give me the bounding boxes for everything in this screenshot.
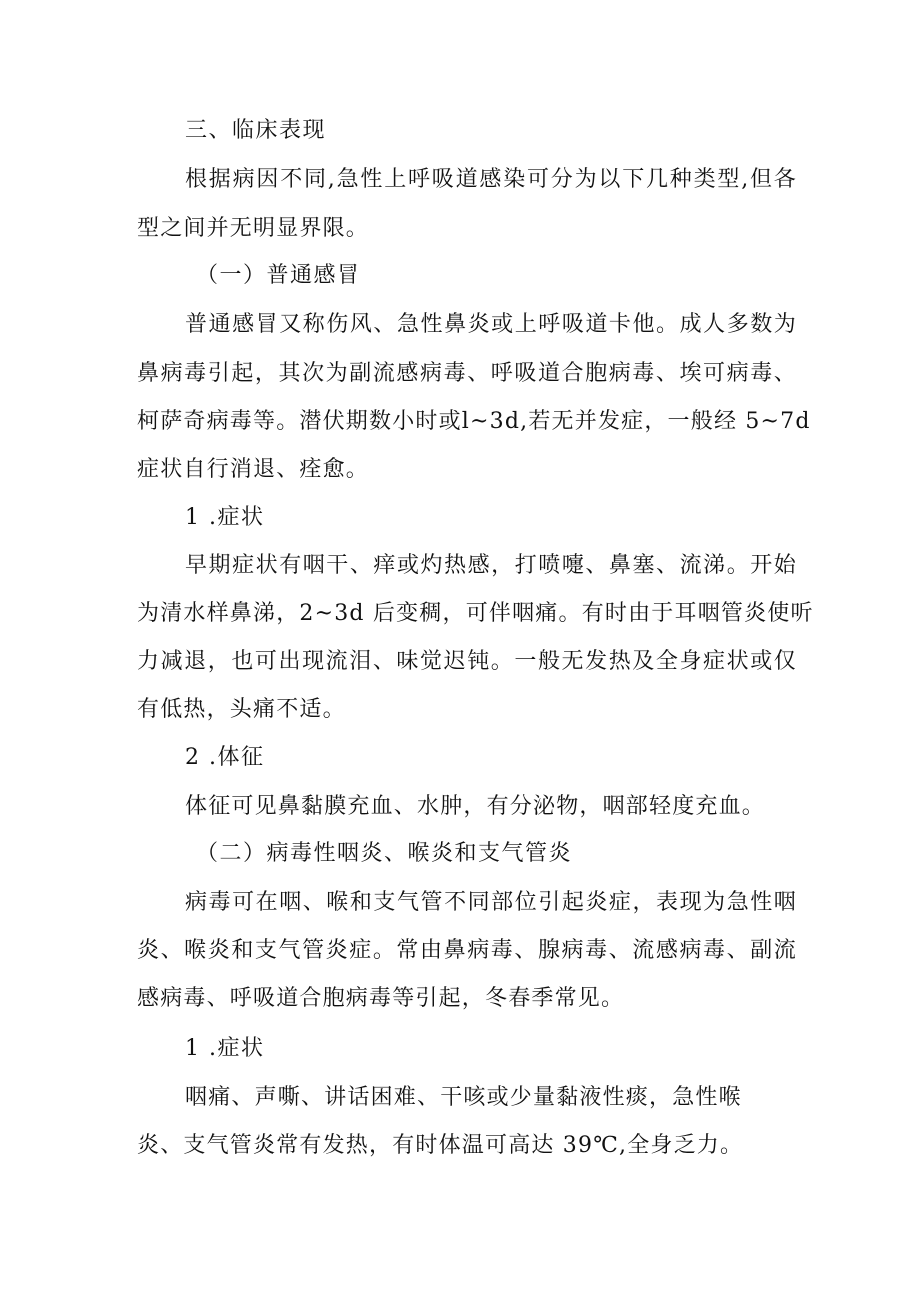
intro-line-1: 根据病因不同,急性上呼吸道感染可分为以下几种类型,但各 <box>185 167 797 192</box>
sub2-paragraph-line-1: 病毒可在咽、喉和支气管不同部位引起炎症，表现为急性咽 <box>185 890 797 915</box>
sub2-symptoms-line-1: 咽痛、声嘶、讲话困难、干咳或少量黏液性痰，急性喉 <box>185 1085 742 1110</box>
sub2-paragraph-line-2: 炎、喉炎和支气管炎症。常由鼻病毒、腺病毒、流感病毒、副流 <box>137 938 797 963</box>
section-heading: 三、临床表现 <box>185 118 327 143</box>
sub2-paragraph-line-3: 感病毒、呼吸道合胞病毒等引起，冬春季常见。 <box>137 986 625 1011</box>
sub2-symptoms-line-2: 炎、支气管炎常有发热，有时体温可高达 39℃,全身乏力。 <box>137 1133 744 1158</box>
sub2-heading: （二）病毒性咽炎、喉炎和支气管炎 <box>196 841 573 866</box>
sub1-paragraph-line-4: 症状自行消退、痊愈。 <box>137 457 370 482</box>
sub1-symptoms-line-4: 有低热，头痛不适。 <box>137 697 346 722</box>
sub1-paragraph-line-3: 柯萨奇病毒等。潜伏期数小时或l~3d,若无并发症，一般经 5~7d <box>137 409 811 434</box>
sub1-paragraph-line-2: 鼻病毒引起，其次为副流感病毒、呼吸道合胞病毒、埃可病毒、 <box>137 361 797 386</box>
sub1-paragraph-line-1: 普通感冒又称伤风、急性鼻炎或上呼吸道卡他。成人多数为 <box>185 312 797 337</box>
sub1-symptoms-line-1: 早期症状有咽干、痒或灼热感，打喷嚏、鼻塞、流涕。开始 <box>185 553 797 578</box>
sub1-symptoms-line-2: 为清水样鼻涕，2~3d 后变稠，可伴咽痛。有时由于耳咽管炎使听 <box>137 601 814 626</box>
sub2-symptoms-heading: 1 .症状 <box>185 1036 265 1061</box>
intro-line-2: 型之间并无明显界限。 <box>137 216 370 241</box>
sub1-signs-line-1: 体征可见鼻黏膜充血、水肿，有分泌物，咽部轻度充血。 <box>185 794 766 819</box>
sub1-symptoms-heading: 1 .症状 <box>185 505 265 530</box>
sub1-heading: （一）普通感冒 <box>196 263 361 288</box>
sub1-signs-heading: 2 .体征 <box>185 745 265 770</box>
sub1-symptoms-line-3: 力减退，也可出现流泪、味觉迟钝。一般无发热及全身症状或仅 <box>137 649 797 674</box>
